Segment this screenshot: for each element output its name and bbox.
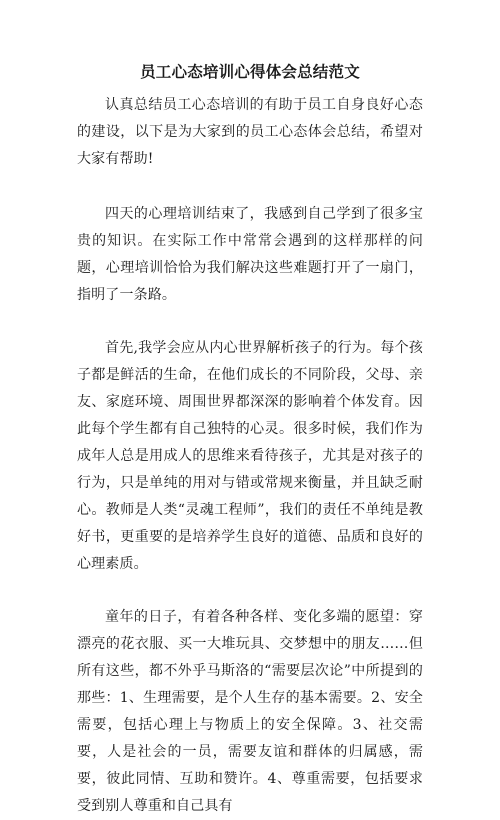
paragraph-training: 四天的心理培训结束了，我感到自己学到了很多宝贵的知识。在实际工作中常常会遇到的这样那样的问题，心理培训恰恰为我们解决这些难题打开了一扇门，指明了一条路。: [77, 206, 423, 303]
paragraph-children-behavior: 首先,我学会应从内心世界解析孩子的行为。每个孩子都是鲜活的生命，在他们成长的不同阶段，父母、亲友、家庭环境、周围世界都深深的影响着个体发育。因此每个学生都有自己独特的心灵。很多时候，我们作为成年人总是用成人的思维来看待孩子，尤其是对孩子的行为，只是单纯的用对与错或常规来衡量，并且缺乏耐心。教师是人类“灵魂工程师”，我们的责任不单纯是教好书，更重要的是培养学生良好的道德、品质和良好的心理素质。: [77, 340, 423, 572]
paragraph-childhood-needs: 童年的日子，有着各种各样、变化多端的愿望：穿漂亮的花衣服、买一大堆玩具、交梦想中的朋友……但所有这些，都不外乎马斯洛的“需要层次论”中所提到的那些：1、生理需要，是个人生存的基本需要。2、安全需要，包括心理上与物质上的安全保障。3、社交需要，人是社会的一员，需要友谊和群体的归属感，需要，彼此同情、互助和赞许。4、尊重需要，包括要求受到别人尊重和自己具有: [77, 609, 423, 814]
paragraph-intro: 认真总结员工心态培训的有助于员工自身良好心态的建设，以下是为大家到的员工心态体会总结，希望对大家有帮助!: [77, 97, 423, 167]
document-title: 员工心态培训心得体会总结范文: [140, 62, 360, 81]
